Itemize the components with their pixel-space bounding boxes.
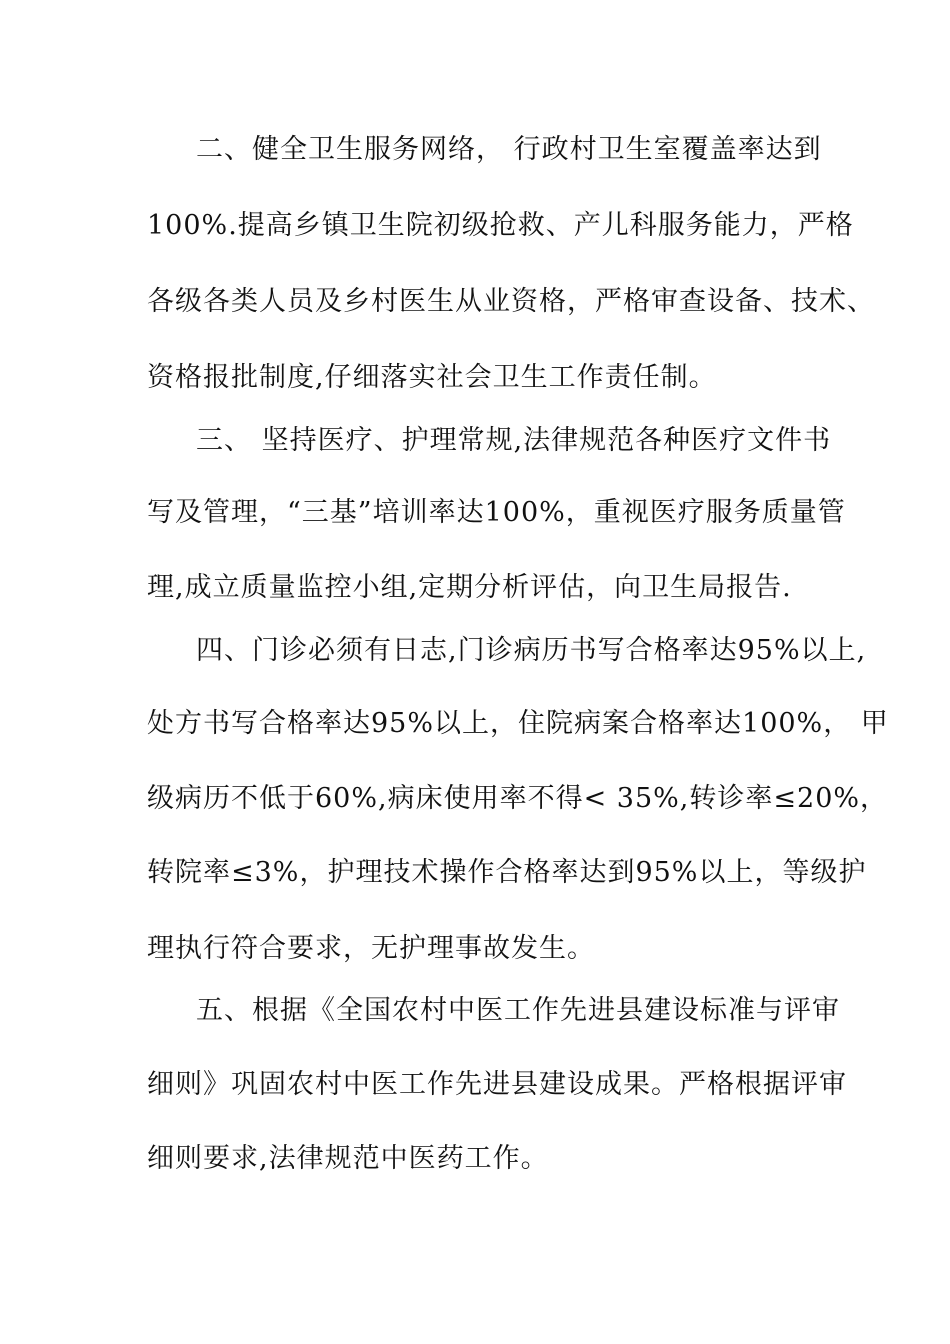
paragraph-3-line-3: 理,成立质量监控小组,定期分析评估，向卫生局报告. [147, 572, 792, 603]
paragraph-2-line-4: 资格报批制度,仔细落实社会卫生工作责任制。 [147, 362, 717, 393]
paragraph-2-line-1: 二、健全卫生服务网络， 行政村卫生室覆盖率达到 [196, 134, 822, 165]
paragraph-4-line-4: 转院率≤3%，护理技术操作合格率达到95%以上，等级护 [147, 857, 867, 888]
paragraph-3-line-1: 三、 坚持医疗、护理常规,法律规范各种医疗文件书 [196, 425, 832, 456]
paragraph-4-line-2: 处方书写合格率达95%以上，住院病案合格率达100%， 甲 [147, 708, 889, 739]
paragraph-2-line-2: 100%.提高乡镇卫生院初级抢救、产儿科服务能力，严格 [147, 210, 854, 241]
paragraph-5-line-2: 细则》巩固农村中医工作先进县建设成果。严格根据评审 [147, 1069, 847, 1100]
paragraph-4-line-1: 四、门诊必须有日志,门诊病历书写合格率达95%以上, [196, 635, 867, 666]
paragraph-5-line-3: 细则要求,法律规范中医药工作。 [147, 1143, 549, 1174]
paragraph-2-line-3: 各级各类人员及乡村医生从业资格，严格审查设备、技术、 [147, 286, 875, 317]
paragraph-5-line-1: 五、根据《全国农村中医工作先进县建设标准与评审 [196, 995, 840, 1026]
paragraph-4-line-3: 级病历不低于60%,病床使用率不得< 35%,转诊率≤20%， [147, 783, 889, 814]
paragraph-4-line-5: 理执行符合要求，无护理事故发生。 [147, 933, 595, 964]
paragraph-3-line-2: 写及管理，“三基”培训率达100%，重视医疗服务质量管 [147, 497, 846, 528]
